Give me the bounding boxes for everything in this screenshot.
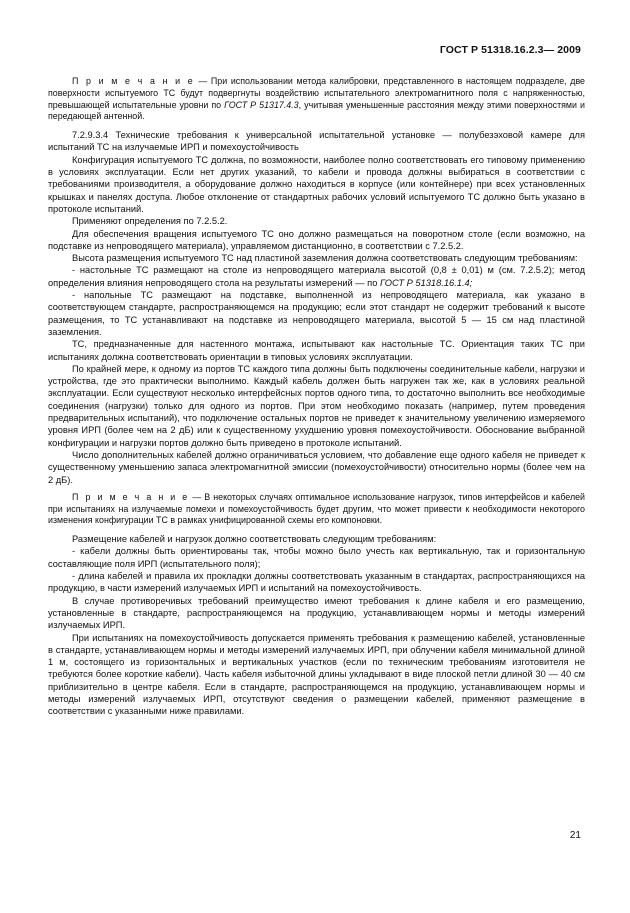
note-interfaces [48, 492, 585, 527]
paragraph-rotation: Для обеспечения вращения испытуемого ТС оно должно размещаться на поворотном столе (если возможно, на подставке из непроводящего материала), управляемом дистанционно, в соответствии с 7.2.5.2. [48, 228, 585, 251]
standard-header: ГОСТ Р 51318.16.2.3— 2009 [439, 44, 581, 56]
list-item-tabletop [48, 264, 585, 289]
note-calibration [48, 76, 585, 123]
paragraph-conflicting-requirements: В случае противоречивых требований преимущество имеют требования к длине кабеля и его размещению, установленные в стандарте, распространяющемся на продукцию, устанавливающем нормы и методы измерений излучаемых ИРП. [48, 595, 585, 631]
paragraph-additional-cables: Число дополнительных кабелей должно ограничиваться условием, что добавление еще одного кабеля не приведет к существенному уменьшению запаса электромагнитной эмиссии (помехоустойчивости) относительно нормы (более чем на 2 дБ). [48, 449, 585, 485]
list-item-tabletop-text: - настольные ТС размещают на столе из непроводящего материала высотой (0,8 ± 0,01) м (см. 7.2.5.2); метод определения влияния непроводящего стола на результаты измерений — по [48, 265, 585, 288]
list-item-floor-standing: - напольные ТС размещают на подставке, выполненной из непроводящего материала, как указано в соответствующем стандарте, распространяющемся на продукцию; если этот стандарт не содержит требований к высоте размещения, то ТС устанавливают на подставке из непроводящего материала, высотой 5 — 15 см над пластиной заземления. [48, 290, 585, 337]
note-text-end: , учитывая уменьшенные расстояния между этими поверхностями и передающей антенной. [48, 99, 585, 122]
paragraph-immunity-tests: При испытаниях на помехоустойчивость допускается применять требования к размещению кабелей, установленные в стандарте, устанавливающем нормы и методы измерений излучаемых ИРП, при облучении кабеля минимальной длиной 1 м, состоящего из горизонтальных и вертикальных участков (если по техническим требованиям изготовителя не требуются более короткие кабели). Часть кабеля избыточной длины укладывают в виде плоской петли длиной 30 — 40 см приблизительно в центре кабеля. Если в стандарте, распространяющемся на продукцию, устанавливающем нормы и методы измерений излучаемых ИРП, отсутствуют сведения о размещении кабелей, применяют размещение в соответствии с указанными ниже правилами. [48, 632, 585, 717]
note-text: — При использовании метода калибровки, представленного в настоящем подразделе, две поверхности испытуемого ТС будут подвергнуты воздействию испытательного электромагнитного поля с напряженностью, превышающей испытательные уровни по [48, 76, 585, 110]
paragraph-wall-mounted: ТС, предназначенные для настенного монтажа, испытывают как настольные ТС. Ориентация таких ТС при испытаниях должна соответствовать ориентации в типовых условиях эксплуатации. [48, 339, 585, 362]
paragraph-configuration: Конфигурация испытуемого ТС должна, по возможности, наиболее полно соответствовать его типовому применению в условиях эксплуатации. Если нет других указаний, то кабели и провода должны выбираться в соответствии с требованиями производителя, а оборудование должно находиться в корпусе (или контейнере) при всех установленных крышках и панелях доступа. Любое отклонение от стандартных рабочих условий испытуемого ТС должно быть указано в протоколе испытаний. [48, 154, 585, 214]
paragraph-height: Высота размещения испытуемого ТС над пластиной заземления должна соответствовать следующим требованиям: [72, 253, 578, 264]
standard-reference: ГОСТ Р 51317.4.3 [224, 99, 299, 110]
list-item-cable-orientation: - кабели должны быть ориентированы так, чтобы можно было учесть как вертикальную, так и горизонтальную составляющие поля ИРП (испытательного поля); [48, 546, 585, 569]
list-item-cable-length: - длина кабелей и правила их прокладки должны соответствовать указанным в стандартах, распространяющихся на продукцию, в части измерений излучаемых ИРП и испытаний на помехоустойчивость. [48, 571, 585, 594]
paragraph-cable-placement: Размещение кабелей и нагрузок должно соответствовать следующим требованиям: [72, 534, 437, 545]
note-text: — В некоторых случаях оптимальное использование нагрузок, типов интерфейсов и кабелей при испытаниях на излучаемые помехи и помехоустойчивость будет другим, что может привести к необходимости некоторого изменения конфигурации ТС в рамках унифицированной схемы его компоновки. [48, 491, 586, 526]
note-label: П р и м е ч а н и е [72, 76, 195, 86]
paragraph-ports: По крайней мере, к одному из портов ТС каждого типа должны быть подключены соединительные кабели, нагрузки и устройства, где это практически выполнимо. Каждый кабель должен быть нагружен так же, как в условиях реальной эксплуатации. Если существуют несколько интерфейсных портов одного типа, то достаточно выполнить все необходимые соединения (нагрузки) только для одного из портов. При этом необходимо показать (например, путем проведения предварительных испытаний), что подключение остальных портов не приведет к значительному увеличению измеряемого уровня ИРП (более чем на 2 дБ) или к существенному ухудшению уровня помехоустойчивости. Обоснование выбранной конфигурации и нагрузки портов должно быть приведено в протоколе испытаний. [48, 363, 585, 448]
document-body [48, 76, 585, 718]
page-number: 21 [569, 830, 581, 841]
paragraph-definitions: Применяют определения по 7.2.5.2. [72, 216, 228, 227]
note-label: П р и м е ч а н и е [72, 491, 190, 502]
section-heading-7-2-9-3-4: 7.2.9.3.4 Технические требования к универсальной испытательной установке — полубезэховой камере для испытаний ТС на излучаемые ИРП и помехоустойчивость [48, 130, 585, 153]
standard-reference: ГОСТ Р 51318.16.1.4; [379, 277, 473, 288]
